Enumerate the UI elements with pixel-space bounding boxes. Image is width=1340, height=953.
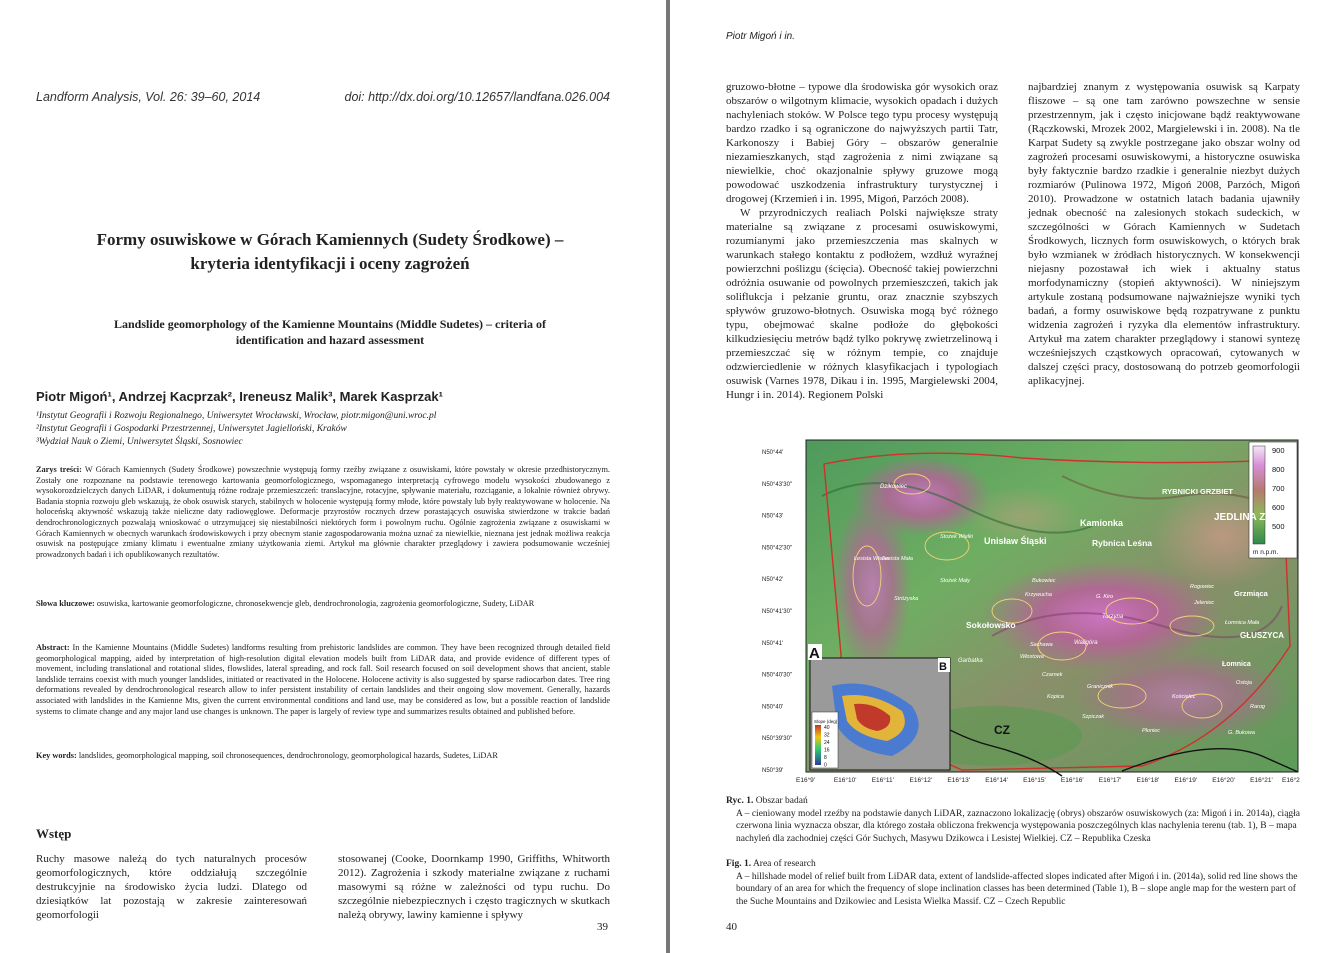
running-head: Piotr Migoń i in.	[726, 31, 795, 42]
slope-legend-value: 16	[824, 747, 830, 754]
slope-legend-title: Slope (deg)	[814, 719, 838, 724]
title-line-2: kryteria identyfikacji i oceny zagrożeń	[190, 254, 470, 273]
abstract-en-text: In the Kamienne Mountains (Middle Sudetes) landforms resulting from prehistoric landslides are common. They have been recognized through detailed field geomorphological mapping, aided by interpretation of high-resolution digital elevation models built from LiDAR data, and provide evidence of different types of movement, including translational and rotational slides, flowslides, lateral spreading, and rock fall. Soil research focused on soil development shows that ancient, stable landslide terrains coexist with much younger landslides, initiated or reactivated in the Holocene. Holocene activity is also suggested by sparse radiocarbon dates. Tree ring deformations revealed by dendrochronological research allow to infer persistent instability of certain landslides and their ongoing slow movement. Generally, hazards associated with landslides in the Kamienne Mts, given the current environmental conditions and land use, may be considered as low, but a possible reaction of landslide systems to climate change and any major land use changes is unknown. The paper is largely of review type and summarizes results obtained and published before.	[36, 643, 610, 716]
map-place-label: Łomnica	[1222, 661, 1251, 668]
map-place-label: Sachawa	[1030, 642, 1053, 648]
page-number-right: 40	[726, 921, 737, 933]
map-place-label: JEDLINA ZDRÓJ	[1214, 512, 1294, 523]
latitude-label: N50°42'	[762, 577, 784, 584]
keywords-en-label: Key words:	[36, 751, 77, 760]
keywords-en	[36, 751, 610, 762]
map-place-label: Lesista Mała	[882, 556, 913, 562]
elevation-legend-value: 800	[1272, 465, 1285, 474]
map-place-label: Włostowa	[1020, 654, 1044, 660]
journal-reference: Landform Analysis, Vol. 26: 39–60, 2014	[36, 90, 261, 104]
map-place-label: Bukowiec	[1032, 578, 1056, 584]
longitude-label: E16°14'	[985, 777, 1008, 784]
paper-subtitle	[60, 316, 600, 348]
map-place-label: CZ	[994, 723, 1010, 737]
map-place-label: Grzmiąca	[1234, 589, 1268, 598]
map-place-label: Płoniec	[1142, 728, 1161, 734]
map-place-label: G. Kiro	[1096, 594, 1114, 600]
affiliation-1: ¹Instytut Geografii i Rozwoju Regionalnego, Uniwersytet Wrocławski, Wrocław, piotr.migon@uni.wroc.pl	[36, 411, 437, 421]
affiliation-3: ³Wydział Nauk o Ziemi, Uniwersytet Śląski, Sosnowiec	[36, 437, 243, 447]
caption-pl-heading	[726, 795, 1306, 808]
abstract-en	[36, 643, 610, 717]
map-place-label: GŁUSZYCA	[1240, 631, 1284, 640]
longitude-label: E16°12'	[909, 777, 933, 784]
subtitle-line-1: Landslide geomorphology of the Kamienne Mountains (Middle Sudetes) – criteria of	[114, 317, 546, 331]
panel-b-label: B	[939, 661, 947, 673]
map-place-label: Dzikowiec	[880, 484, 908, 490]
longitude-label: E16°19'	[1174, 777, 1198, 784]
map-place-label: RYBNICKI GRZBIET	[1162, 487, 1233, 496]
caption-en-label: Fig. 1.	[726, 859, 752, 869]
map-place-label: Stożek Mały	[940, 578, 970, 584]
caption-en-title: Area of research	[752, 859, 816, 869]
map-place-label: Kościelec	[1172, 694, 1196, 700]
latitude-label: N50°42'30"	[762, 545, 793, 552]
subtitle-line-2: identification and hazard assessment	[235, 333, 425, 347]
authors: Piotr Migoń¹, Andrzej Kacprzak², Ireneusz Malik³, Marek Kasprzak¹	[36, 389, 443, 404]
map-place-label: Unisław Śląski	[984, 536, 1047, 546]
caption-pl	[726, 795, 1306, 845]
slope-legend-value: 32	[824, 732, 830, 739]
map-place-label: Waligóra	[1074, 640, 1098, 646]
longitude-label: E16°11'	[871, 777, 894, 784]
slope-legend-value: 0	[824, 762, 827, 769]
map-place-label: Ostoja	[1236, 680, 1252, 686]
map-place-label: Czarnek	[1042, 672, 1063, 678]
caption-pl-title: Obszar badań	[755, 796, 808, 806]
map-place-label: Lesista Wielka	[854, 556, 890, 562]
latitude-label: N50°40'	[762, 704, 784, 711]
body-column-2: najbardziej znanym z występowania osuwisk są Karpaty fliszowe – są one tam zarówno powszechne w sensie przestrzennym, jak i często inicjowane bądź reaktywowane (Rączkowski, Mrozek 2002, Margielewski i in. 2008). Na tle Karpat Sudety są zwykle postrzegane jako obszar wolny od zagrożeń procesami osuwiskowymi, a historyczne osuwiska były faktycznie bardzo rzadkie i generalnie niezbyt dużych rozmiarów (Pulinowa 1972, Migoń 2008, Parzóch, Migoń 2010). Prowadzone w ostatnich latach badania ujawniły jednak obecność na zalesionych stokach sudeckich, w szczególności w Górach Kamiennych w Sudetach Środkowych, licznych form osuwiskowych, o których brak było wzmianek w źródłach historycznych. W konsekwencji niejasny pozostawał ich wiek i aktualny status morfodynamiczny (stopień aktywności). W niniejszym artykule zostaną podsumowane najważniejsze wyniki tych badań, a formy osuwiskowe będą rozpatrywane z punktu widzenia zagrożeń i ryzyka dla elementów infrastruktury. Artykuł ma zatem charakter przeglądowy i stanowi syntezę wcześniejszych cząstkowych opracowań, cytowanych w dalszej części pracy, dostosowaną do potrzeb geomorfologii aplikacyjnej.	[1028, 81, 1300, 387]
longitude-label: E16°20'	[1212, 777, 1235, 784]
elevation-legend-value: 600	[1272, 503, 1285, 512]
keywords-en-text: landslides, geomorphological mapping, soil chronosequences, dendrochronology, geomorphological hazards, Sudetes, LiDAR	[78, 751, 498, 760]
affiliations	[36, 410, 626, 449]
intro-column-2: stosowanej (Cooke, Doornkamp 1990, Griffiths, Whitworth 2012). Zagrożenia i szkody materialne związane z ruchami masowymi są różne w zależności od typu ruchu. Do szczególnie niebezpiecznych i często tragicznych w skutkach należą obrywy, lawiny kamienne i spływy	[338, 853, 610, 921]
map-place-label: Sokołowsko	[966, 620, 1016, 630]
elevation-legend-value: 700	[1272, 484, 1285, 493]
map-place-label: Jeleniec	[1194, 600, 1215, 606]
page-number: 39	[597, 921, 608, 933]
caption-pl-label: Ryc. 1.	[726, 796, 754, 806]
abstract-pl-label: Zarys treści:	[36, 465, 82, 474]
left-page	[0, 0, 666, 953]
longitude-label: E16°9'	[796, 777, 816, 784]
longitude-label: E16°13'	[947, 777, 971, 784]
body-column-1	[726, 80, 998, 402]
body-column-1-paragraph-2: W przyrodniczych realiach Polski największe straty materialne są związane z procesami osuwiskowymi, rozumianymi jako przemieszczenia mas skalnych w warunkach stałego kontaktu z podłożem, wzdłuż wyraźnej powierzchni poślizgu (ścięcia). Obecność takiej powierzchni odróżnia osuwanie od powolnych przemieszczeń, takich jak soliflukcja i pełzanie gruntu, oraz znacznie szybszych spływów gruzowo-błotnych. Osuwiska mogą być różnego typu, obejmować skalne podłoże do głębokości kilkudziesięciu metrów bądź tylko pokrywę zwietrzelinową i przemieszczać się w różnym tempie, co znajduje odzwierciedlenie w różnych klasyfikacjach i typologiach osuwisk (Varnes 1978, Dikau i in. 1995, Margielewski 2004, Hungr i in. 2014). Regionem Polski	[726, 207, 998, 401]
affiliation-2: ²Instytut Geografii i Gospodarki Przestrzennej, Uniwersytet Jagielloński, Kraków	[36, 424, 347, 434]
slope-legend-value: 24	[824, 740, 830, 746]
longitude-label: E16°10'	[833, 777, 857, 784]
map-place-label: Stróżyska	[894, 596, 919, 602]
caption-pl-text: A – cieniowany model rzeźby na podstawie danych LiDAR, zaznaczono lokalizację (obrys) obszarów osuwiskowych (za: Migoń i in. 2014a), ciągła czerwona linia wyznacza obszar, dla którego została obliczona frekwencja występowania poszczególnych klas nachylenia terenu (tab. 1), B – mapa nachyleń dla zachodniej części Gór Suchych, Masywu Dzikowca i Lesistej Wielkiej. CZ – Republika Czeska	[736, 808, 1301, 844]
longitude-label: E16°2	[1282, 777, 1300, 784]
latitude-label: N50°43'30"	[762, 481, 793, 488]
map-place-label: Krzywucha	[1025, 592, 1052, 598]
abstract-pl-text: W Górach Kamiennych (Sudety Środkowe) powszechnie występują formy rzeźby związane z osuwiskami, które powstały w okresie przedhistorycznym. Zostały one rozpoznane na podstawie terenowego kartowania geomorfologicznego, wspomaganego interpretacją cyfrowego modelu wysokości zbudowanego z wysokorozdzielczych danych LiDAR, i dokumentują różne rodzaje przemieszczeń: translacyjne, rotacyjne, spływanie materiału, rozciąganie, a lokalnie również obrywy. Badania stopnia rozwoju gleb wskazują, że obok osuwisk starych, stabilnych w holocenie występują formy młode, które powstały lub były reaktywowane w holocenie. Na holoceńską aktywność wskazują także nieliczne daty radiowęglowe. Deformacje przyrostów rocznych drzew porastających osuwiska stwierdzone w trakcie badań dendrochronologicznych pozwalają wnioskować o utrzymującej się niestabilności niektórych form i powolnym ruchu. Ogólnie zagrożenia związane z osuwiskami w Górach Kamiennych w obecnych warunkach środowiskowych i przy obecnym stanie zagospodarowania można uznać za niewielkie, nieznana jest jednak możliwa reakcja osuwisk na postępujące zmiany klimatu i ewentualne zmiany użytkowania ziemi. Artykuł ma głównie charakter przeglądowy i zawiera podsumowanie wcześniej prowadzonych badań i ich opublikowanych rezultatów.	[36, 465, 610, 559]
abstract-en-label: Abstract:	[36, 643, 70, 652]
title-line-1: Formy osuwiskowe w Górach Kamiennych (Sudety Środkowe) –	[96, 230, 564, 249]
latitude-label: N50°44'	[762, 450, 784, 456]
longitude-label: E16°16'	[1060, 777, 1084, 784]
longitude-label: E16°17'	[1098, 777, 1122, 784]
latitude-label: N50°41'30"	[762, 609, 793, 615]
paper-title	[40, 228, 620, 276]
caption-en	[726, 858, 1306, 908]
map-place-label: Rybnica Leśna	[1092, 538, 1152, 548]
body-column-1-paragraph-1: gruzowo-błotne – typowe dla środowiska gór wysokich oraz obszarów o wilgotnym klimacie, wysokich opadach i dużych nachyleniach stoków. W Polsce tego typu procesy występują bardzo rzadko i są ograniczone do najwyższych partii Tatr, Karkonoszy i Babiej Góry – obszarów generalnie niezamieszkanych, stąd zagrożenia z nimi związane są niewielkie, choć okazjonalnie spływy gruzowe mogą powodować uszkodzenia infrastruktury turystycznej i drogowej (Krzemień i in. 1995, Migoń, Parzóch 2008).	[726, 81, 998, 205]
caption-en-text: A – hillshade model of relief built from LiDAR data, extent of landslide-affected slopes indicated after Migoń i in. (2014a), solid red line shows the boundary of an area for which the frequency of slope inclination classes has been determined (Table 1), B – slope angle map for the western part of the Suche Mountains and Dzikowiec and Lesista Wielka Massif. CZ – Czech Republic	[736, 871, 1298, 907]
keywords-pl-label: Słowa kluczowe:	[36, 599, 95, 608]
elevation-legend-value: 500	[1272, 522, 1285, 531]
map-place-label: Szpiczak	[1082, 714, 1105, 720]
map-place-label: Stożek Wielki	[940, 534, 973, 540]
map-place-label: Garbatka	[958, 658, 983, 664]
longitude-label: E16°21'	[1250, 777, 1273, 784]
doi[interactable]: doi: http://dx.doi.org/10.12657/landfana.026.004	[344, 90, 610, 104]
latitude-label: N50°40'30"	[762, 672, 793, 679]
longitude-label: E16°18'	[1136, 777, 1160, 784]
latitude-label: N50°39'	[762, 768, 784, 774]
map-place-label: Granicznik	[1087, 684, 1113, 690]
latitude-label: N50°41'	[762, 640, 784, 647]
keywords-pl	[36, 599, 610, 610]
map-place-label: Łomnica Mała	[1225, 620, 1260, 626]
latitude-label: N50°43'	[762, 513, 784, 520]
abstract-pl	[36, 465, 610, 560]
map-place-label: Turzyna	[1102, 614, 1124, 620]
panel-a-label: A	[809, 645, 820, 662]
relief-map	[762, 436, 1302, 788]
intro-column-1: Ruchy masowe należą do tych naturalnych procesów geomorfologicznych, które oddziałują szczególnie destrukcyjnie na środowisko życia ludzi. Dlatego od dziesiątków lat pozostają w zakresie zainteresowań geomorfologii	[36, 853, 307, 921]
section-heading: Wstęp	[36, 826, 72, 841]
slope-legend-value: 8	[824, 755, 827, 761]
map-place-label: Rogowiec	[1190, 584, 1215, 590]
slope-legend-value: 40	[824, 725, 830, 731]
latitude-label: N50°39'30"	[762, 736, 793, 743]
elevation-legend-unit: m n.p.m.	[1253, 549, 1279, 556]
right-page	[670, 0, 1340, 953]
map-place-label: Kamionka	[1080, 518, 1124, 528]
map-place-label: Rarog	[1250, 704, 1265, 710]
elevation-legend-value: 900	[1272, 446, 1285, 455]
map-place-label: Kopica	[1047, 694, 1064, 700]
map-place-label: G. Bukowa	[1228, 730, 1255, 736]
longitude-label: E16°15'	[1023, 777, 1046, 784]
caption-en-heading	[726, 858, 1306, 871]
keywords-pl-text: osuwiska, kartowanie geomorfologiczne, chronosekwencje gleb, dendrochronologia, zagrożenia geomorfologiczne, Sudety, LiDAR	[96, 599, 535, 608]
